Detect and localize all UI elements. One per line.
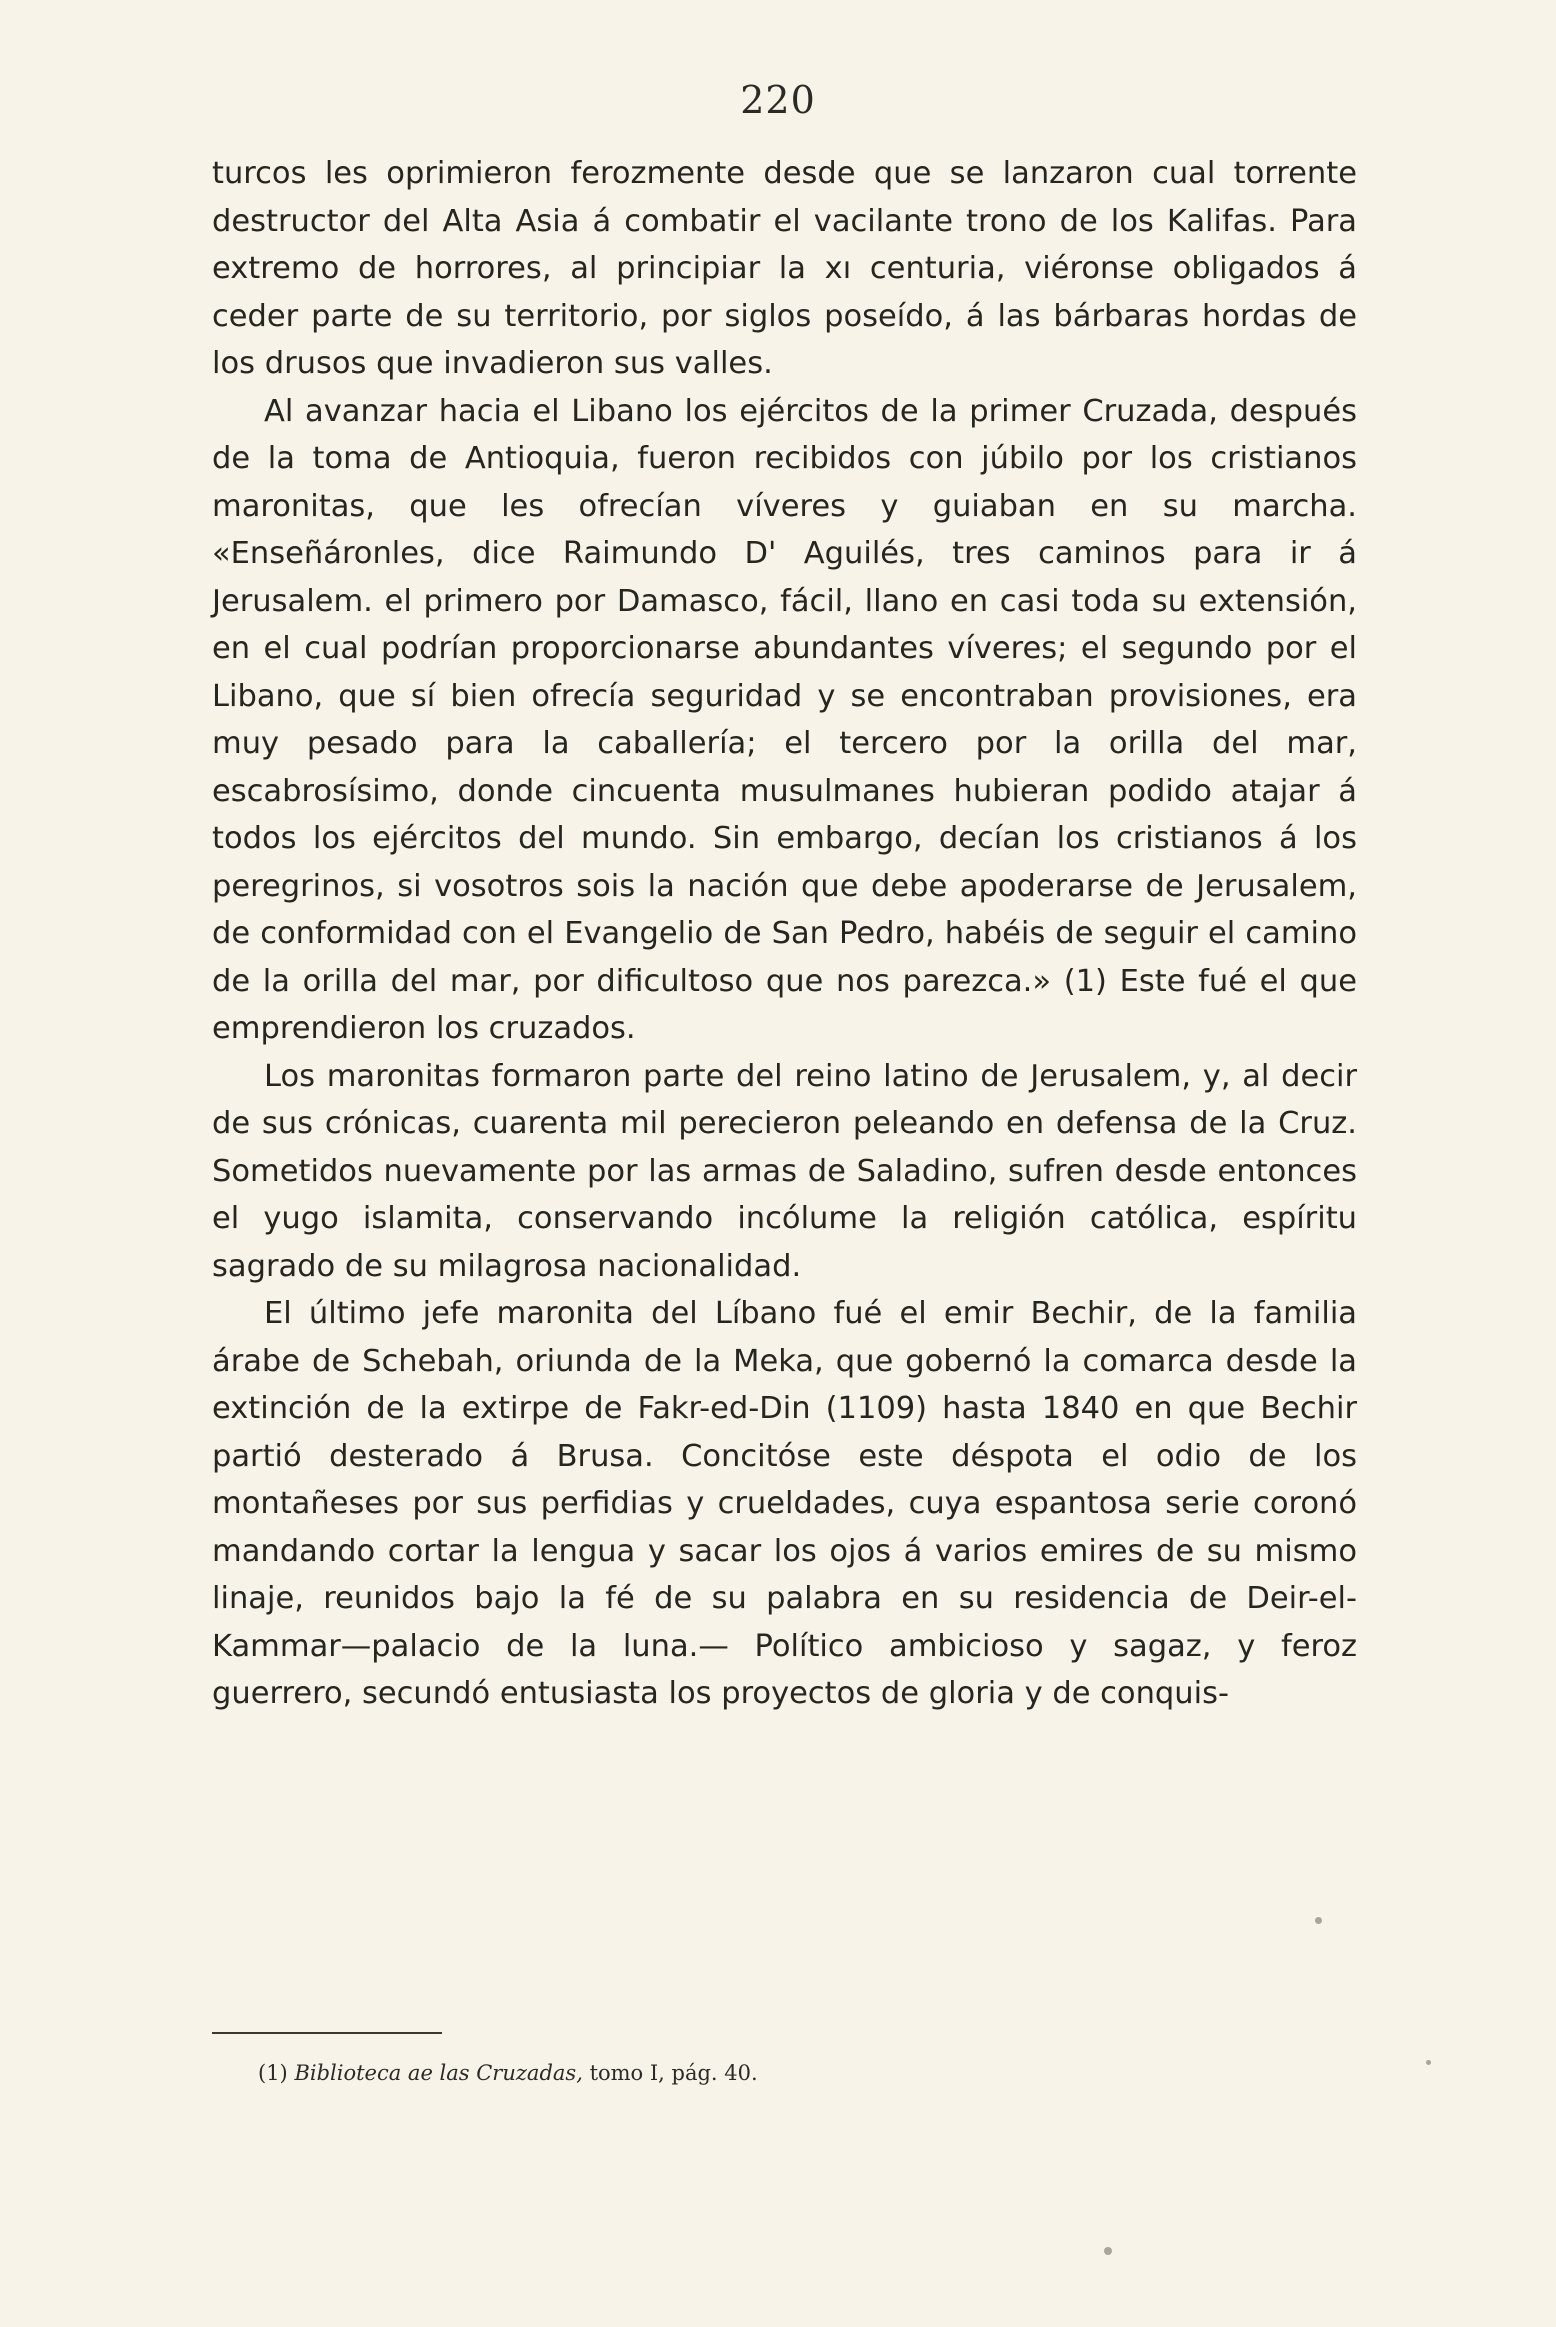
page-number: 220: [740, 78, 816, 122]
paragraph: Los maronitas formaron parte del reino latino de Jerusalem, y, al decir de sus crónicas, cuarenta mil perecieron peleando en defensa de la Cruz. Sometidos nuevamente por las armas de Saladino, sufren desde entonces el yugo islamita, conservando incólume la religión católica, espíritu sagrado de su milagrosa nacionalidad.: [212, 1058, 1357, 1284]
footnote-divider: [212, 2032, 442, 2034]
paragraph: El último jefe maronita del Líbano fué el emir Bechir, de la familia árabe de Schebah, oriunda de la Meka, que gobernó la comarca desde la extinción de la extirpe de Fakr-ed-Din (1109) hasta 1840 en que Bechir partió desterado á Brusa. Concitóse este déspota el odio de los montañeses por sus perfidias y crueldades, cuya espantosa serie coronó mandando cortar la lengua y sacar los ojos á varios emires de su mismo linaje, reunidos bajo la fé de su palabra en su residencia de Deir-el-Kammar—palacio de la luna.— Político ambicioso y sagaz, y feroz guerrero, secundó entusiasta los proyectos de gloria y de conquis-: [212, 1296, 1357, 1711]
footnote-rest: tomo I, pág. 40.: [589, 2061, 758, 2085]
paragraph: Al avanzar hacia el Libano los ejércitos de la primer Cruzada, después de la toma de Antioquia, fueron recibidos con júbilo por los cristianos maronitas, que les ofrecían víveres y guiaban en su marcha. «Enseñáronles, dice Raimundo D' Aguilés, tres caminos para ir á Jerusalem. el primero por Damasco, fácil, llano en casi toda su extensión, en el cual podrían proporcionarse abundantes víveres; el segundo por el Libano, que sí bien ofrecía seguridad y se encontraban provisiones, era muy pesado para la caballería; el tercero por la orilla del mar, escabrosísimo, donde cincuenta musulmanes hubieran podido atajar á todos los ejércitos del mundo. Sin embargo, decían los cristianos á los peregrinos, si vosotros sois la nación que debe apoderarse de Jerusalem, de conformidad con el Evangelio de San Pedro, habéis de seguir el camino de la orilla del mar, por dificultoso que nos parezca.» (1) Este fué el que emprendieron los cruzados.: [212, 393, 1357, 1046]
paper-speck: [1315, 1917, 1322, 1924]
page-body: [212, 150, 1357, 1718]
footnote-marker: (1): [258, 2061, 288, 2085]
paragraph: turcos les oprimieron ferozmente desde que se lanzaron cual torrente destructor del Alta Asia á combatir el vacilante trono de los Kalifas. Para extremo de horrores, al principiar la xı centuria, viéronse obligados á ceder parte de su territorio, por siglos poseído, á las bárbaras hordas de los drusos que invadieron sus valles.: [212, 156, 1357, 381]
footnote: [258, 2058, 1338, 2088]
paper-speck: [1104, 2247, 1112, 2255]
paper-speck: [1426, 2060, 1431, 2065]
footnote-title: Biblioteca ae las Cruzadas,: [294, 2061, 583, 2085]
